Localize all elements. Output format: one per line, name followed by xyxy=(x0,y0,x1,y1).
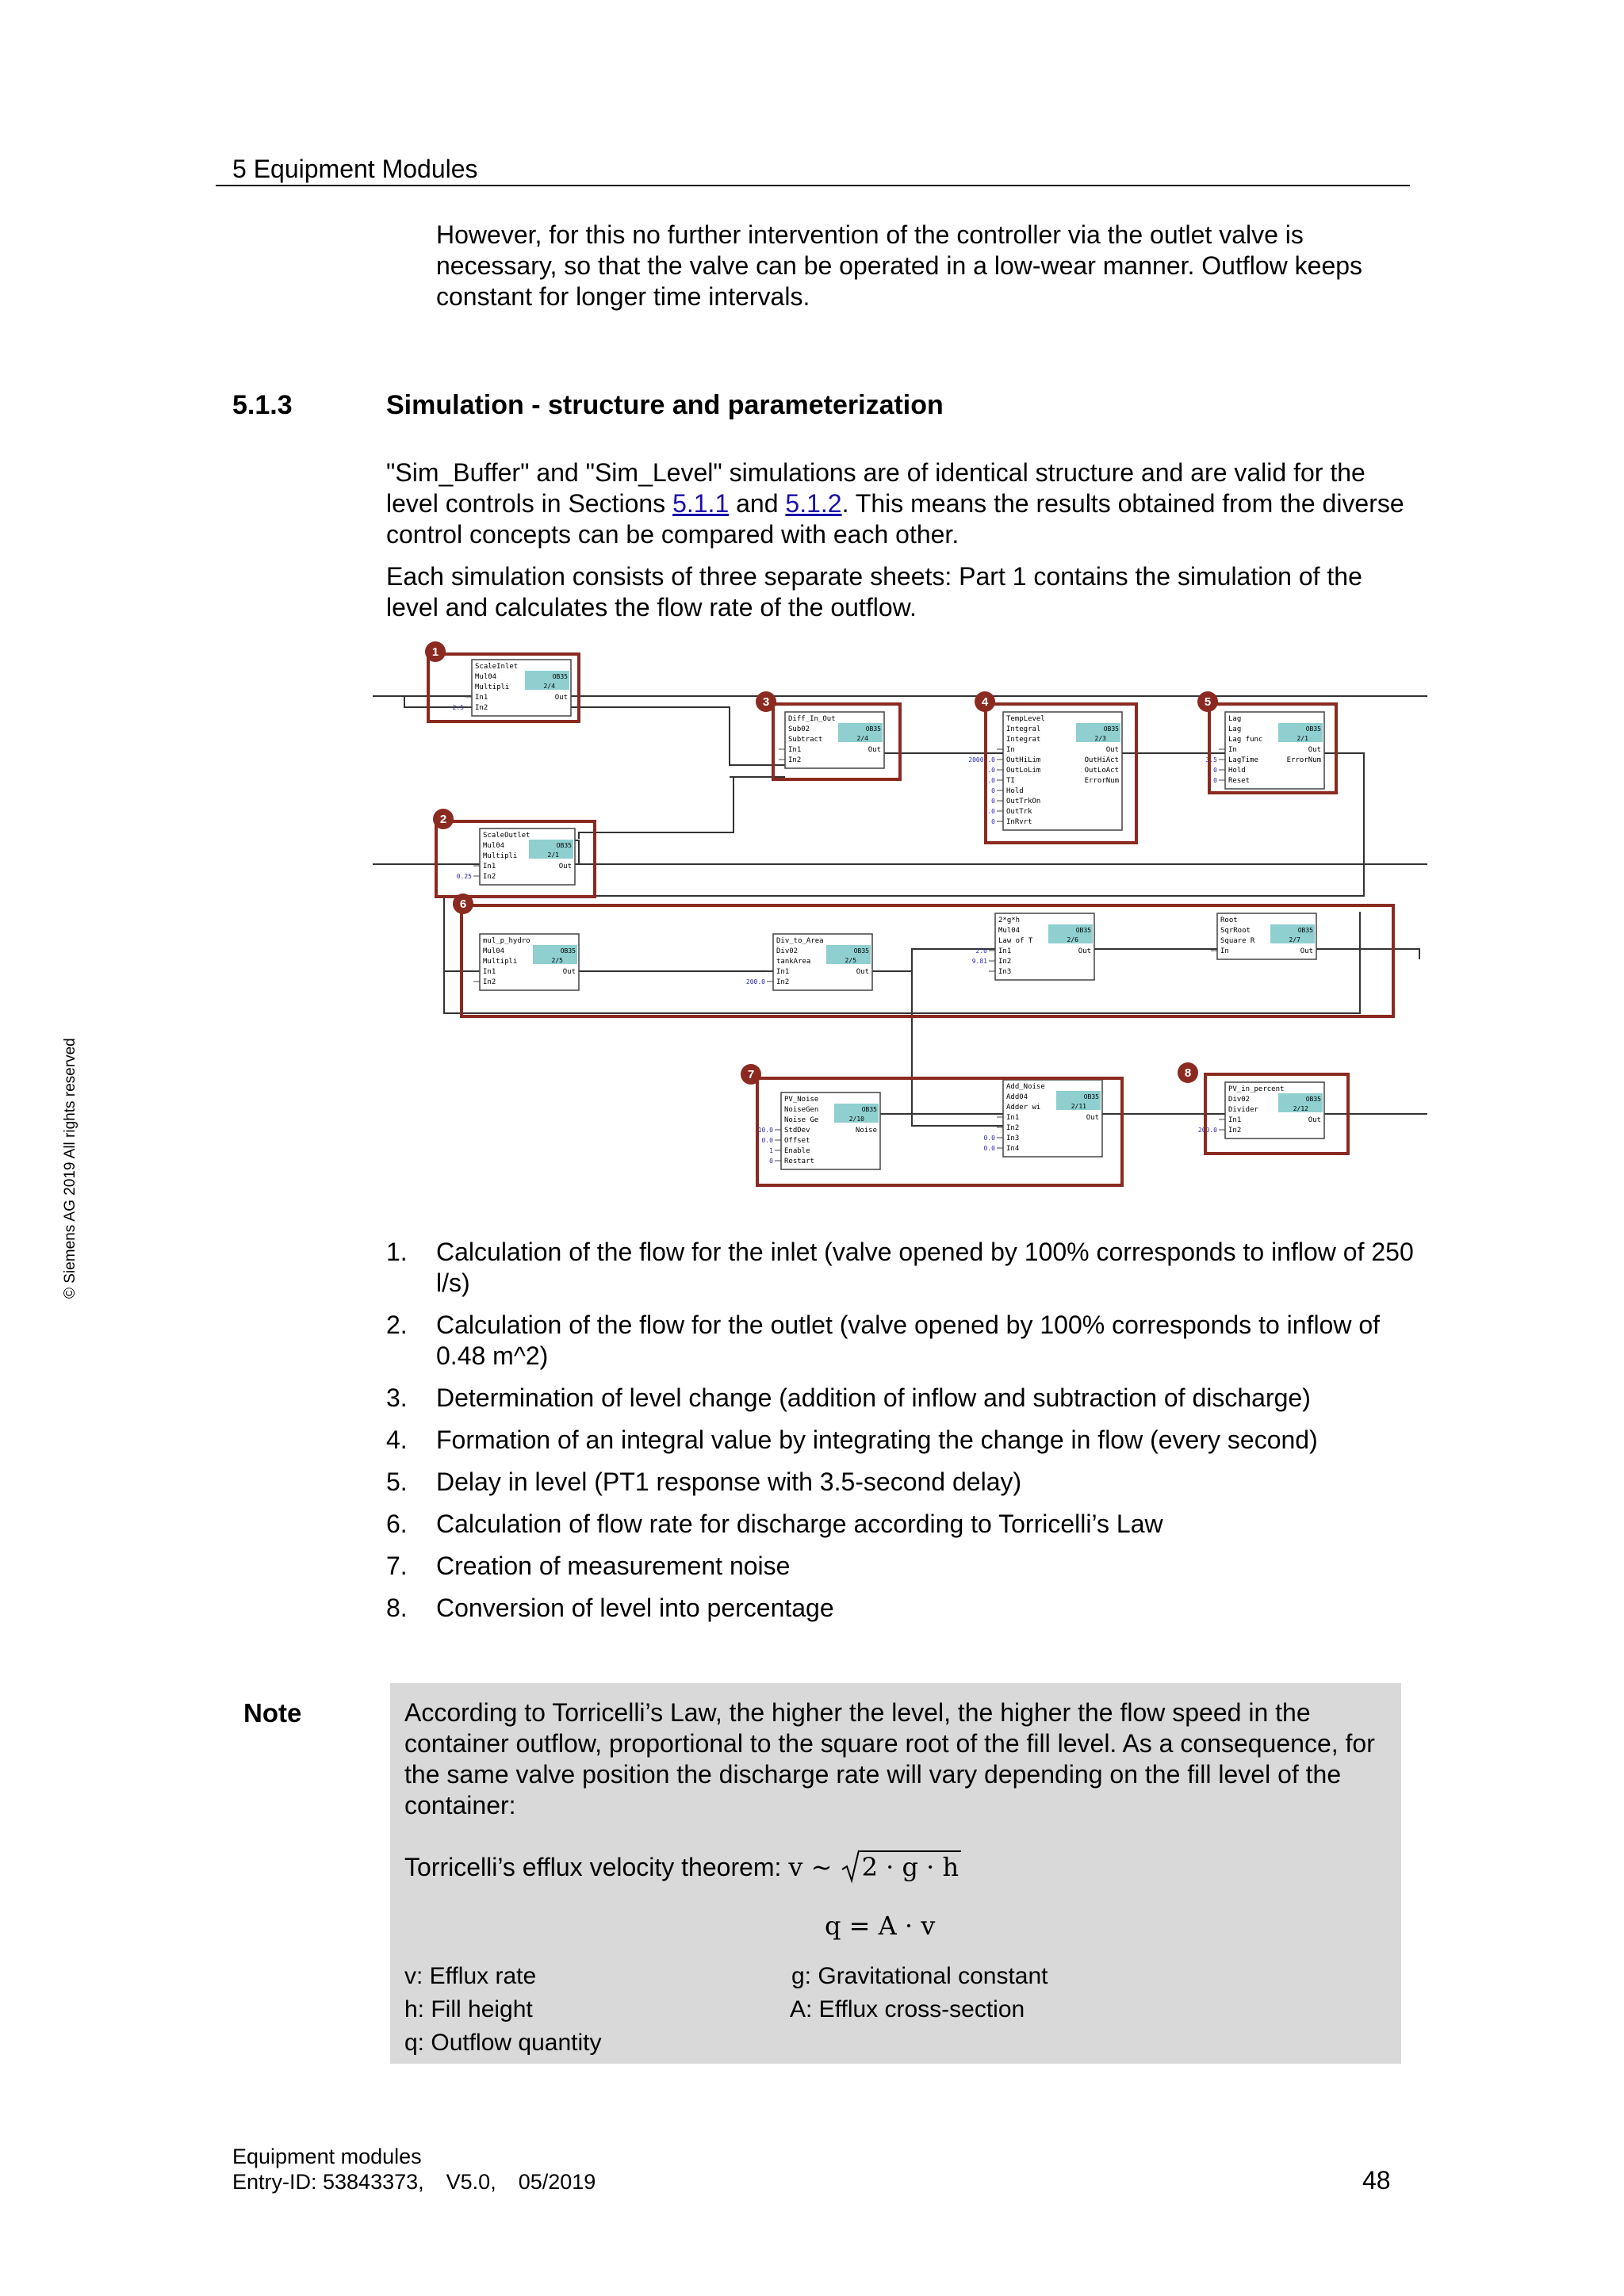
block-output-pin: Out xyxy=(1300,947,1313,955)
step-item xyxy=(386,1425,1417,1456)
block-input-value: 0.0 xyxy=(983,1135,995,1142)
block-type: Mul04 xyxy=(483,947,505,955)
callout-number: 6 xyxy=(459,897,467,911)
note-box xyxy=(390,1683,1401,2064)
block-input-value: 0.0 xyxy=(983,767,995,774)
legend-a: A: Efflux cross-section xyxy=(790,1996,1025,2022)
callout-badge xyxy=(1178,1062,1198,1083)
sqrt-sign-icon xyxy=(841,1849,860,1884)
section-title: Simulation - structure and parameterization xyxy=(386,390,944,420)
block-name: Div_to_Area xyxy=(776,937,824,945)
step-number: 3. xyxy=(386,1383,408,1412)
step-text: Calculation of flow rate for discharge according to Torricelli’s Law xyxy=(436,1510,1163,1538)
step-number: 6. xyxy=(386,1510,408,1538)
block-seq: 2/1 xyxy=(547,851,559,859)
formula-lhs: v ~ xyxy=(788,1852,833,1882)
callout-number: 5 xyxy=(1204,695,1212,709)
page-number: 48 xyxy=(1362,2166,1391,2195)
section-paragraph-2: Each simulation consists of three separate sheets: Part 1 contains the simulation of the level and calculates the flow rate of the outflow. xyxy=(386,562,1362,622)
block-input-pin: LagTime xyxy=(1228,756,1258,764)
callout-badge xyxy=(975,691,995,712)
footer-entry-id: Entry-ID: 53843373, xyxy=(232,2170,424,2194)
block-func: Integrat xyxy=(1006,736,1041,744)
note-label: Note xyxy=(243,1698,302,1728)
step-text: Creation of measurement noise xyxy=(436,1552,791,1580)
block-ob: OB35 xyxy=(861,1106,877,1113)
block-name: 2*g*h xyxy=(998,916,1021,924)
block-func: Lag func xyxy=(1228,736,1263,744)
block-output-pin: Noise xyxy=(855,1127,877,1135)
block-name: ScaleOutlet xyxy=(483,832,530,840)
block-ob: OB35 xyxy=(1305,1096,1321,1103)
theorem-label: Torricelli’s efflux velocity theorem: xyxy=(404,1853,782,1881)
square-root xyxy=(841,1852,961,1883)
section-paragraph-1 xyxy=(386,457,1417,550)
function-block xyxy=(453,660,571,716)
copyright-sidebar: © Siemens AG 2019 All rights reserved xyxy=(62,1038,79,1299)
running-header: 5 Equipment Modules xyxy=(232,155,478,183)
callout-badge xyxy=(741,1064,761,1085)
block-seq: 2/7 xyxy=(1289,936,1300,943)
block-input-pin: Restart xyxy=(784,1158,814,1165)
block-input-pin: In2 xyxy=(483,978,496,986)
block-input-value: 2.5 xyxy=(452,704,464,711)
simulation-diagram xyxy=(373,634,1435,1189)
block-seq: 2/12 xyxy=(1293,1105,1308,1112)
block-func: Multipli xyxy=(475,683,510,691)
block-input-pin: In2 xyxy=(1006,1124,1020,1132)
footer-date: 05/2019 xyxy=(518,2170,596,2194)
block-input-pin: OutLoLim xyxy=(1006,767,1041,775)
legend-g: g: Gravitational constant xyxy=(791,1963,1048,1989)
block-input-value: 0.0 xyxy=(983,1145,995,1152)
block-input-pin: InRvrt xyxy=(1006,818,1032,826)
block-input-pin: TI xyxy=(1006,777,1015,785)
block-type: Sub02 xyxy=(788,725,810,733)
block-input-pin: In1 xyxy=(998,947,1012,955)
block-func: Subtract xyxy=(788,736,823,744)
block-seq: 2/11 xyxy=(1071,1103,1086,1110)
step-item xyxy=(386,1593,1417,1624)
block-input-pin: In1 xyxy=(483,863,496,871)
block-type: Div02 xyxy=(1228,1096,1251,1104)
callout-number: 8 xyxy=(1184,1066,1192,1080)
block-output-pin: Out xyxy=(558,863,572,871)
block-input-value: 0.25 xyxy=(456,873,472,880)
footer-version: V5.0, xyxy=(446,2170,496,2194)
block-input-value: 10.0 xyxy=(757,1127,773,1134)
block-input-pin: Hold xyxy=(1006,787,1024,795)
block-name: mul_p_hydro xyxy=(483,937,530,945)
legend-q: q: Outflow quantity xyxy=(404,2030,602,2056)
callout-badge xyxy=(453,894,473,914)
block-output-pin: Out xyxy=(1105,746,1119,754)
block-type: SqrRoot xyxy=(1220,927,1251,935)
block-output-pin: ErrorNum xyxy=(1084,777,1119,785)
block-input-value: 2.0 xyxy=(975,947,987,955)
block-ob: OB35 xyxy=(556,842,572,849)
block-input-pin: In2 xyxy=(776,978,790,986)
callout-badge xyxy=(756,691,776,712)
step-item xyxy=(386,1237,1417,1299)
block-input-pin: In1 xyxy=(483,968,496,976)
p1-text-and: and xyxy=(729,489,786,518)
block-input-value: 200.0 xyxy=(745,978,765,985)
block-input-pin: In xyxy=(1006,746,1015,754)
step-text: Determination of level change (addition of inflow and subtraction of discharge) xyxy=(436,1383,1311,1412)
block-input-value: 20000.0 xyxy=(968,756,995,763)
callout-number: 4 xyxy=(981,695,989,709)
block-input-pin: Offset xyxy=(784,1137,810,1145)
callout-number: 7 xyxy=(747,1068,755,1081)
block-input-value: 0.0 xyxy=(983,808,995,815)
intro-paragraph: However, for this no further intervention of the controller via the outlet valve is necessary, so that the valve can be operated in a low-wear manner. Outflow keeps constant for longer time intervals. xyxy=(436,220,1363,311)
callout-badge xyxy=(433,809,454,829)
block-ob: OB35 xyxy=(1305,725,1321,733)
block-input-pin: In1 xyxy=(475,694,488,702)
block-name: PV_in_percent xyxy=(1228,1085,1285,1093)
block-input-value: 200.0 xyxy=(1197,1127,1217,1134)
block-input-value: 0 xyxy=(991,818,995,825)
block-input-pin: In1 xyxy=(788,746,802,754)
section-number: 5.1.3 xyxy=(232,390,293,420)
footer-entry-line xyxy=(232,2170,596,2195)
block-input-value: 0 xyxy=(1213,777,1217,784)
block-input-pin: OutHiLim xyxy=(1006,756,1041,764)
block-input-pin: In1 xyxy=(1006,1114,1020,1122)
block-output-pin: Out xyxy=(1308,1116,1321,1124)
function-block xyxy=(473,934,579,990)
block-input-pin: In xyxy=(1228,746,1237,754)
block-name: Lag xyxy=(1228,715,1242,723)
step-text: Calculation of the flow for the outlet (valve opened by 100% corresponds to inflow of 0.48 m^2) xyxy=(436,1311,1381,1370)
footer-doc-title: Equipment modules xyxy=(232,2145,422,2168)
block-output-pin: Out xyxy=(554,694,568,702)
block-input-pin: In xyxy=(1220,947,1229,955)
function-block xyxy=(1211,913,1316,959)
step-number: 1. xyxy=(386,1238,408,1266)
block-func: Noise Ge xyxy=(784,1116,819,1124)
step-text: Conversion of level into percentage xyxy=(436,1594,834,1622)
block-type: Integral xyxy=(1006,725,1041,733)
block-input-pin: Enable xyxy=(784,1147,810,1155)
block-type: Mul04 xyxy=(475,673,497,681)
block-input-value: 0 xyxy=(991,798,995,805)
step-text: Delay in level (PT1 response with 3.5-second delay) xyxy=(436,1468,1022,1496)
block-name: Diff_In_Out xyxy=(788,715,836,723)
step-number: 5. xyxy=(386,1468,408,1496)
step-number: 8. xyxy=(386,1594,408,1622)
step-text: Formation of an integral value by integrating the change in flow (every second) xyxy=(436,1425,1318,1454)
block-input-value: 0 xyxy=(991,787,995,794)
block-seq: 2/4 xyxy=(856,735,868,742)
block-output-pin: Out xyxy=(562,968,576,976)
step-number: 2. xyxy=(386,1311,408,1339)
step-number: 4. xyxy=(386,1425,408,1454)
block-output-pin: OutHiAct xyxy=(1084,756,1119,764)
step-item xyxy=(386,1310,1417,1372)
block-ob: OB35 xyxy=(552,673,568,680)
block-func: Law of T xyxy=(998,937,1033,945)
sqrt-radicand: 2 · g · h xyxy=(860,1850,961,1882)
note-theorem xyxy=(404,1852,961,1883)
link-section-5-1-1[interactable]: 5.1.1 xyxy=(672,489,730,518)
block-input-pin: In2 xyxy=(998,958,1012,966)
legend-h: h: Fill height xyxy=(404,1996,533,2022)
block-ob: OB35 xyxy=(1103,725,1119,733)
block-input-value: 0 xyxy=(1213,767,1217,774)
block-seq: 2/5 xyxy=(845,957,856,964)
block-input-pin: In2 xyxy=(483,873,496,881)
p1-text: "Sim_Buffer" and "Sim_Level" simulations are of identical structure and are valid for the level controls in Sections xyxy=(386,458,1365,518)
block-seq: 2/5 xyxy=(551,957,563,964)
function-block xyxy=(779,712,884,768)
block-type: Mul04 xyxy=(998,927,1021,935)
block-name: ScaleInlet xyxy=(475,663,519,671)
block-ob: OB35 xyxy=(560,947,576,955)
step-item xyxy=(386,1509,1417,1540)
callout-number: 1 xyxy=(431,645,439,659)
block-input-pin: In4 xyxy=(1006,1145,1020,1153)
block-ob: OB35 xyxy=(1075,927,1091,934)
block-input-pin: In1 xyxy=(1228,1116,1242,1124)
block-type: Lag xyxy=(1228,725,1242,733)
block-ob: OB35 xyxy=(1297,927,1313,934)
block-seq: 2/4 xyxy=(543,683,555,690)
step-number: 7. xyxy=(386,1552,408,1580)
block-type: Add04 xyxy=(1006,1093,1028,1101)
block-input-pin: Hold xyxy=(1228,767,1246,775)
block-func: tankArea xyxy=(776,958,811,966)
steps-list xyxy=(386,1237,1417,1635)
block-input-pin: Reset xyxy=(1228,777,1251,785)
step-text: Calculation of the flow for the inlet (valve opened by 100% corresponds to inflow of 250 l/s) xyxy=(436,1238,1414,1297)
block-input-value: 3.5 xyxy=(1205,756,1217,763)
p1-text-end: . This means the results obtained from the diverse control concepts can be compared with each other. xyxy=(386,489,1404,549)
block-ob: OB35 xyxy=(853,947,869,955)
block-input-value: 0 xyxy=(769,1158,773,1165)
block-seq: 2/1 xyxy=(1297,735,1308,742)
step-item xyxy=(386,1383,1417,1414)
block-type: NoiseGen xyxy=(784,1106,819,1114)
block-name: Add_Noise xyxy=(1006,1083,1045,1091)
formula-velocity xyxy=(788,1852,961,1882)
block-input-pin: In3 xyxy=(1006,1135,1020,1142)
block-input-pin: OutTrkOn xyxy=(1006,798,1041,806)
block-output-pin: ErrorNum xyxy=(1286,756,1321,764)
legend-v: v: Efflux rate xyxy=(404,1963,537,1989)
callout-badge xyxy=(425,641,446,662)
block-output-pin: Out xyxy=(1078,947,1091,955)
block-output-pin: Out xyxy=(1308,746,1321,754)
callout-number: 3 xyxy=(762,695,770,709)
block-input-pin: In2 xyxy=(788,756,802,764)
block-input-pin: In1 xyxy=(776,968,790,976)
block-input-value: 0.0 xyxy=(761,1137,773,1144)
block-input-value: 1 xyxy=(769,1147,773,1154)
block-type: Mul04 xyxy=(483,842,505,850)
block-type: Div02 xyxy=(776,947,799,955)
block-seq: 2/6 xyxy=(1067,936,1078,943)
block-input-pin: In2 xyxy=(1228,1127,1242,1135)
formula-flow: q = A · v xyxy=(825,1911,936,1941)
block-func: Adder wi xyxy=(1006,1104,1041,1112)
block-output-pin: Out xyxy=(1086,1114,1099,1122)
block-ob: OB35 xyxy=(865,725,881,733)
step-item xyxy=(386,1467,1417,1498)
block-ob: OB35 xyxy=(1083,1093,1099,1100)
block-output-pin: Out xyxy=(856,968,869,976)
block-name: Root xyxy=(1220,916,1238,924)
link-section-5-1-2[interactable]: 5.1.2 xyxy=(785,489,842,518)
block-func: Square R xyxy=(1220,937,1255,945)
block-name: TempLevel xyxy=(1006,715,1045,723)
block-input-pin: In2 xyxy=(475,704,488,712)
step-item xyxy=(386,1551,1417,1582)
block-seq: 2/10 xyxy=(848,1115,864,1123)
block-func: Divider xyxy=(1228,1106,1258,1114)
callout-badge xyxy=(1197,691,1218,712)
block-input-pin: In3 xyxy=(998,968,1012,976)
block-output-pin: OutLoAct xyxy=(1084,767,1119,775)
callout-number: 2 xyxy=(439,813,447,826)
header-rule xyxy=(216,185,1410,186)
block-input-pin: StdDev xyxy=(784,1127,810,1135)
block-input-value: 9.81 xyxy=(971,958,987,965)
note-text: According to Torricelli’s Law, the higher the level, the higher the flow speed in the container outflow, proportional to the square root of the fill level. As a consequence, for the same valve position the discharge rate will vary depending on the fill level of the container: xyxy=(404,1698,1375,1820)
block-name: PV_Noise xyxy=(784,1096,819,1104)
block-seq: 2/3 xyxy=(1094,735,1106,742)
block-func: Multipli xyxy=(483,852,518,860)
block-func: Multipli xyxy=(483,958,518,966)
block-input-value: 1.0 xyxy=(983,777,995,784)
block-output-pin: Out xyxy=(868,746,881,754)
block-input-pin: OutTrk xyxy=(1006,808,1032,816)
